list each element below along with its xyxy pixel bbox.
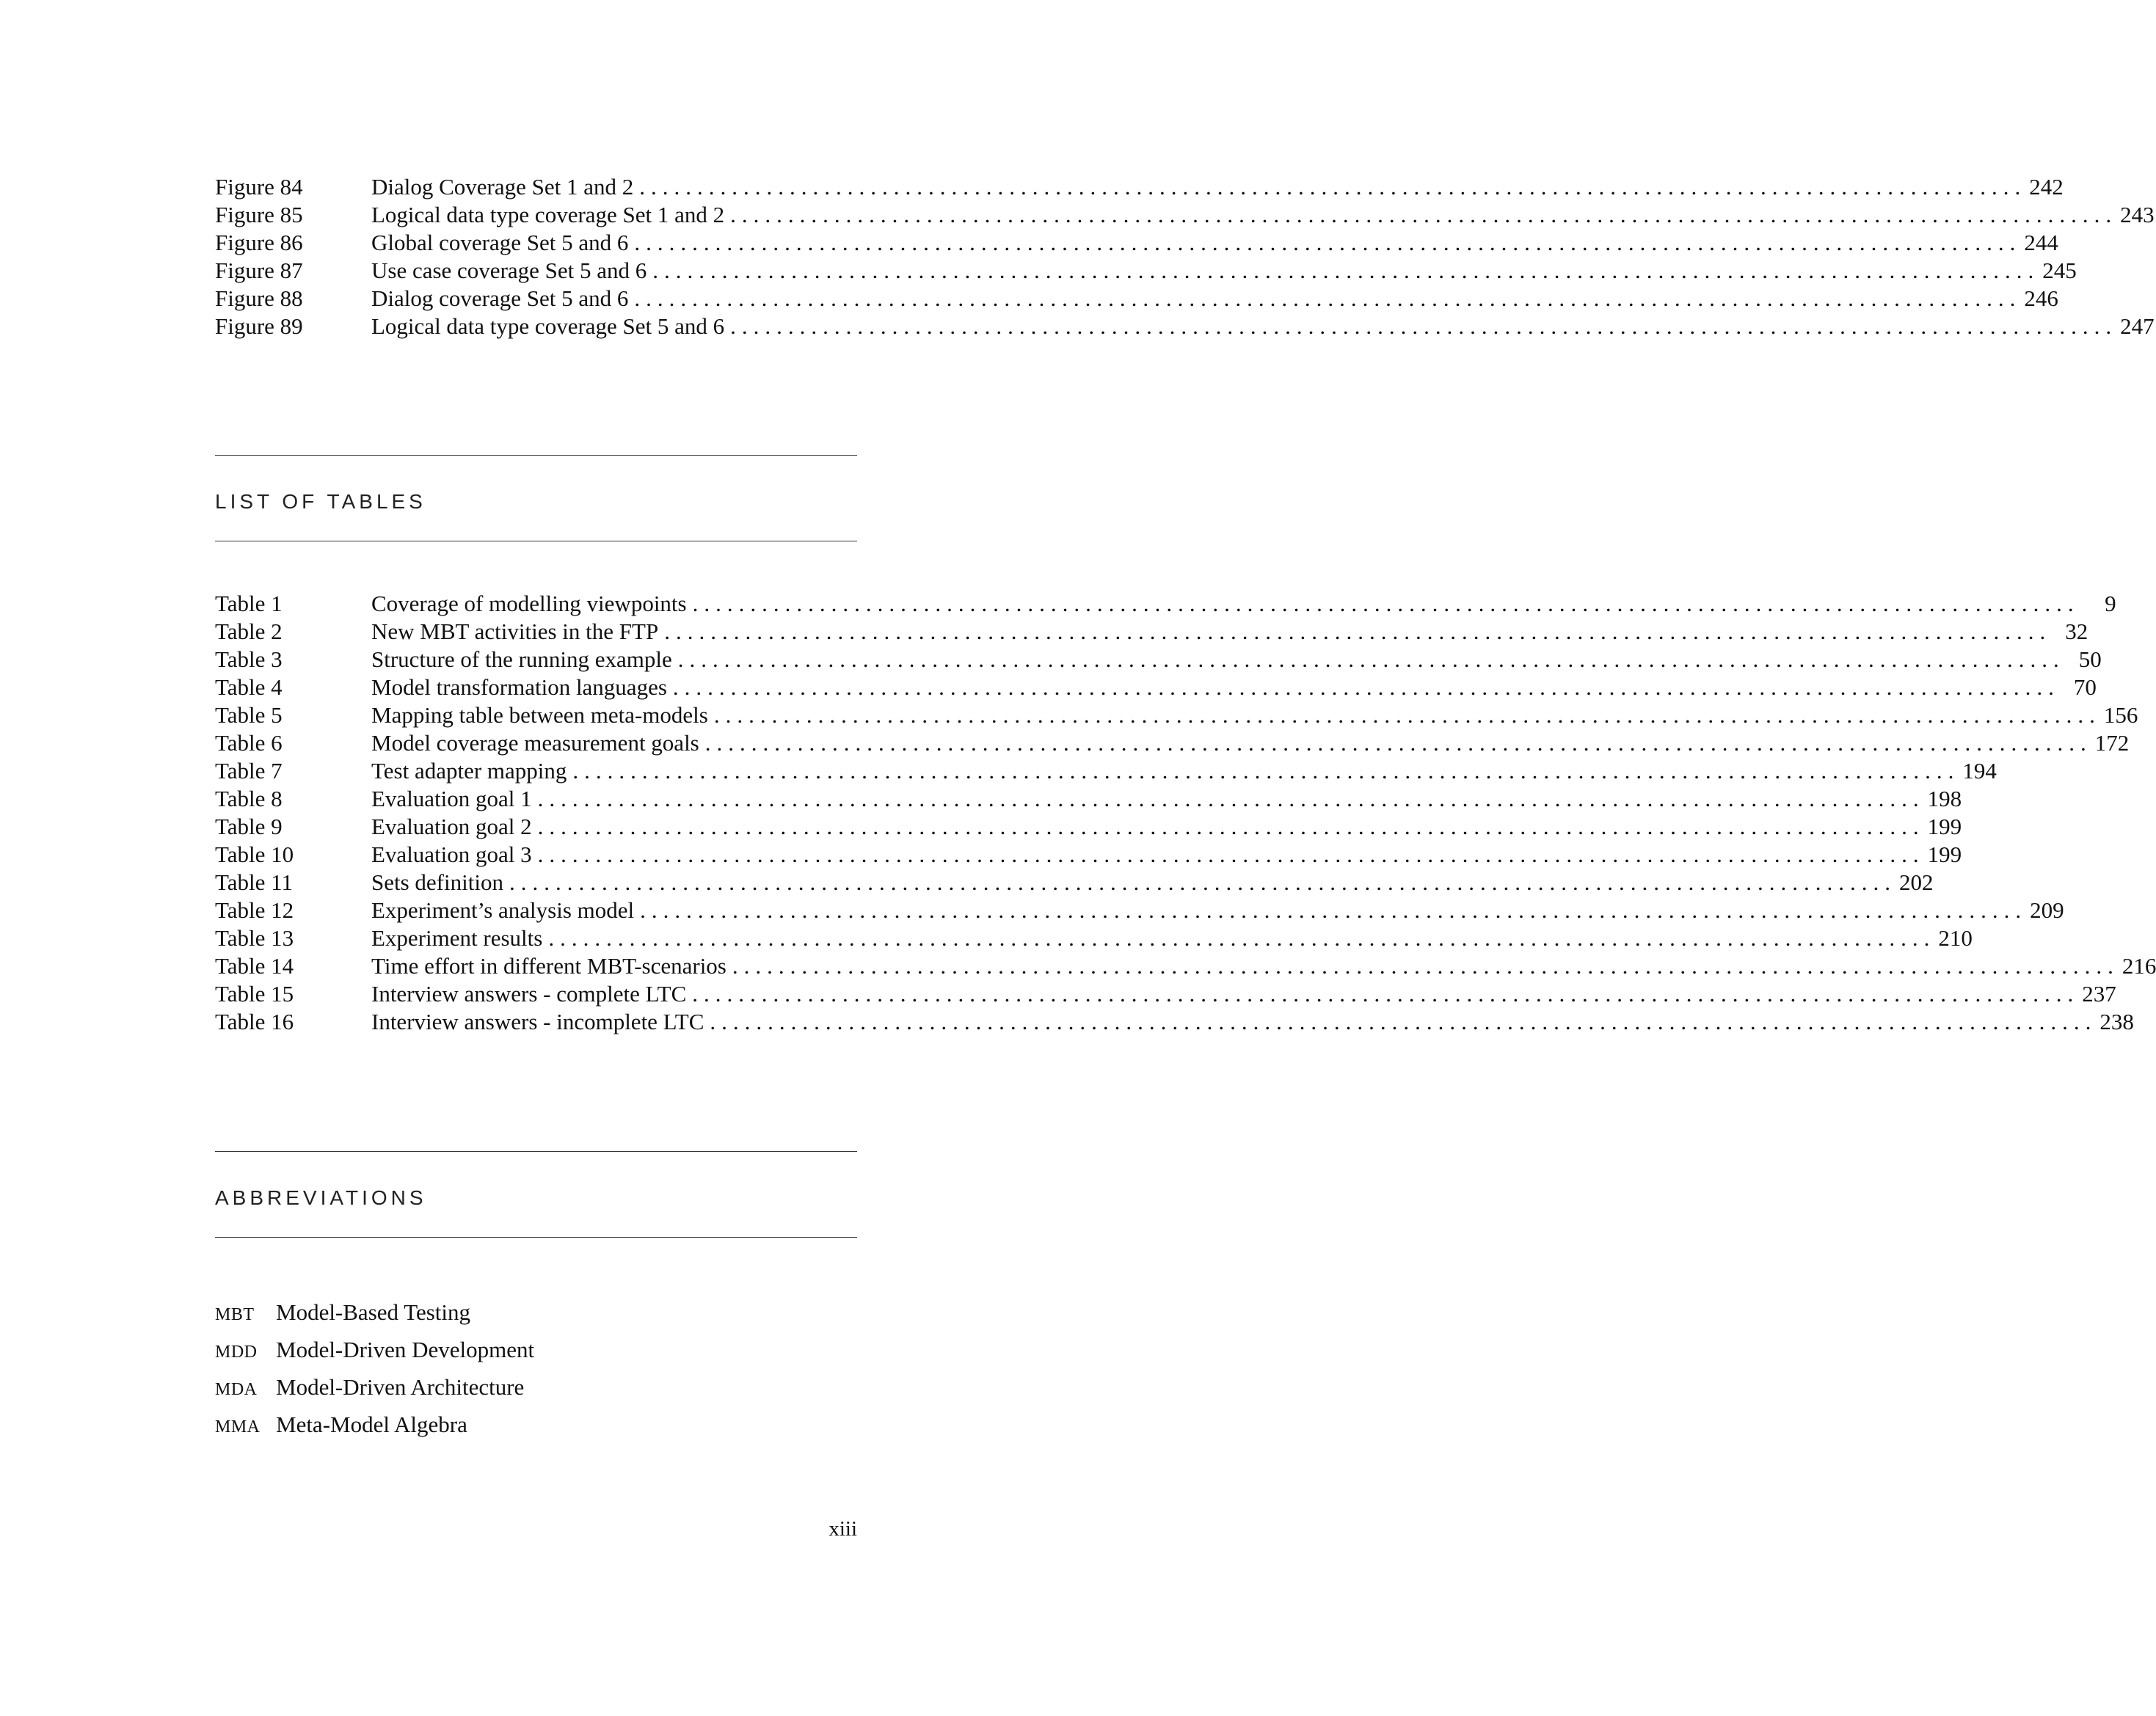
- figure-entry[interactable]: [215, 201, 2155, 229]
- abbreviation-code: MBT: [215, 1305, 255, 1324]
- table-entry[interactable]: [215, 590, 2116, 618]
- table-label: Table 15: [215, 981, 294, 1007]
- table-label: Table 5: [215, 702, 283, 728]
- figure-label: Figure 85: [215, 202, 303, 227]
- figure-label: Figure 89: [215, 313, 303, 339]
- table-page: 210: [1938, 925, 1973, 951]
- table-title: Interview answers - complete LTC: [371, 981, 687, 1007]
- table-entry[interactable]: [215, 980, 2116, 1008]
- table-title: Sets definition: [371, 869, 503, 895]
- table-page: 32: [2065, 618, 2088, 644]
- abbreviation-entry[interactable]: [215, 1406, 857, 1443]
- figure-page: 243: [2120, 202, 2155, 227]
- figure-page: 245: [2042, 258, 2077, 283]
- section-rule-top: [215, 455, 857, 456]
- table-page: 9: [2105, 591, 2116, 616]
- figure-title: Dialog Coverage Set 1 and 2: [371, 174, 634, 200]
- dot-leader: ........................................................................................................................: [572, 758, 1960, 784]
- table-title: Evaluation goal 1: [371, 786, 532, 811]
- table-page: 209: [2030, 897, 2064, 923]
- table-entry[interactable]: [215, 897, 2064, 924]
- table-title: Evaluation goal 3: [371, 841, 532, 867]
- figure-page: 242: [2029, 174, 2064, 200]
- figure-title: Logical data type coverage Set 5 and 6: [371, 313, 725, 339]
- figure-entry[interactable]: [215, 257, 2077, 285]
- table-label: Table 7: [215, 758, 283, 784]
- dot-leader: ........................................................................................................................: [537, 814, 1925, 839]
- abbreviation-code: MDA: [215, 1380, 258, 1399]
- table-page: 238: [2099, 1009, 2134, 1034]
- table-label: Table 11: [215, 869, 294, 895]
- figure-title: Use case coverage Set 5 and 6: [371, 258, 647, 283]
- table-entry[interactable]: [215, 952, 2156, 980]
- table-title: Interview answers - incomplete LTC: [371, 1009, 704, 1034]
- table-page: 199: [1927, 841, 1962, 867]
- table-page: 237: [2082, 981, 2116, 1007]
- table-title: Evaluation goal 2: [371, 814, 532, 839]
- abbreviations-heading: ABBREVIATIONS: [215, 1186, 427, 1209]
- table-page: 202: [1898, 869, 1934, 895]
- dot-leader: ........................................................................................................................: [664, 618, 2052, 644]
- table-label: Table 16: [215, 1009, 294, 1034]
- figure-entry[interactable]: [215, 173, 2064, 201]
- list-of-tables-heading: LIST OF TABLES: [215, 490, 426, 513]
- table-entry[interactable]: [215, 841, 1962, 869]
- figure-entry[interactable]: [215, 229, 2058, 257]
- abbreviation-code: MDD: [215, 1343, 258, 1362]
- table-page: 156: [2103, 702, 2138, 728]
- dot-leader: ........................................................................................................................: [710, 1009, 2097, 1034]
- abbreviation-meaning: Meta-Model Algebra: [276, 1412, 467, 1437]
- table-entry[interactable]: [215, 701, 2138, 729]
- figure-label: Figure 87: [215, 258, 303, 283]
- table-page: 50: [2078, 646, 2102, 672]
- dot-leader: ........................................................................................................................: [677, 646, 2065, 672]
- figure-entry[interactable]: [215, 285, 2058, 313]
- section-rule-top: [215, 1151, 857, 1152]
- table-title: Time effort in different MBT-scenarios: [371, 953, 726, 979]
- table-page: 198: [1927, 786, 1962, 811]
- figure-label: Figure 86: [215, 230, 303, 255]
- table-label: Table 2: [215, 618, 283, 644]
- table-title: Test adapter mapping: [371, 758, 567, 784]
- table-entry[interactable]: [215, 813, 1962, 841]
- table-page: 199: [1927, 814, 1962, 839]
- table-label: Table 3: [215, 646, 283, 672]
- table-entry[interactable]: [215, 673, 2097, 701]
- dot-leader: ........................................................................................................................: [640, 897, 2028, 923]
- table-entry[interactable]: [215, 1008, 2134, 1036]
- dot-leader: ........................................................................................................................: [634, 285, 2022, 311]
- abbreviation-meaning: Model-Driven Development: [276, 1337, 535, 1362]
- figure-page: 247: [2120, 313, 2155, 339]
- table-page: 194: [1962, 758, 1997, 784]
- dot-leader: ........................................................................................................................: [639, 174, 2027, 200]
- dot-leader: ........................................................................................................................: [692, 981, 2080, 1007]
- table-label: Table 1: [215, 591, 283, 616]
- table-label: Table 12: [215, 897, 294, 923]
- abbreviation-code: MMA: [215, 1417, 261, 1436]
- dot-leader: ........................................................................................................................: [672, 674, 2060, 700]
- abbreviation-meaning: Model-Driven Architecture: [276, 1374, 525, 1400]
- table-title: Experiment’s analysis model: [371, 897, 635, 923]
- table-label: Table 14: [215, 953, 294, 979]
- figure-title: Dialog coverage Set 5 and 6: [371, 285, 629, 311]
- dot-leader: ........................................................................................................................: [713, 702, 2101, 728]
- list-of-tables: [215, 590, 2156, 1036]
- table-title: Model transformation languages: [371, 674, 667, 700]
- figure-label: Figure 88: [215, 285, 303, 311]
- table-entry[interactable]: [215, 646, 2102, 673]
- table-entry[interactable]: [215, 924, 1973, 952]
- page-number: xiii: [828, 1517, 857, 1541]
- figure-entry[interactable]: [215, 313, 2155, 340]
- table-page: 70: [2073, 674, 2097, 700]
- table-label: Table 6: [215, 730, 283, 756]
- table-title: Mapping table between meta-models: [371, 702, 708, 728]
- table-entry[interactable]: [215, 729, 2130, 757]
- table-entry[interactable]: [215, 618, 2088, 646]
- dot-leader: ........................................................................................................................: [692, 591, 2080, 616]
- figure-label: Figure 84: [215, 174, 303, 200]
- list-of-figures: [215, 173, 2155, 340]
- dot-leader: ........................................................................................................................: [634, 230, 2022, 255]
- section-rule-bottom: [215, 1237, 857, 1238]
- dot-leader: ........................................................................................................................: [732, 953, 2119, 979]
- figure-title: Logical data type coverage Set 1 and 2: [371, 202, 725, 227]
- dot-leader: ........................................................................................................................: [730, 313, 2118, 339]
- dot-leader: ........................................................................................................................: [548, 925, 1936, 951]
- table-label: Table 10: [215, 841, 294, 867]
- table-label: Table 4: [215, 674, 283, 700]
- abbreviation-meaning: Model-Based Testing: [276, 1299, 471, 1325]
- table-label: Table 8: [215, 786, 283, 811]
- table-entry[interactable]: [215, 785, 1962, 813]
- abbreviations-list: [215, 1293, 857, 1443]
- table-title: Structure of the running example: [371, 646, 672, 672]
- table-title: Coverage of modelling viewpoints: [371, 591, 687, 616]
- table-entry[interactable]: [215, 757, 1997, 785]
- table-title: New MBT activities in the FTP: [371, 618, 659, 644]
- dot-leader: ........................................................................................................................: [509, 869, 1896, 895]
- dot-leader: ........................................................................................................................: [537, 786, 1925, 811]
- dot-leader: ........................................................................................................................: [704, 730, 2092, 756]
- abbreviation-entry[interactable]: [215, 1293, 857, 1331]
- table-page: 216: [2122, 953, 2156, 979]
- dot-leader: ........................................................................................................................: [537, 841, 1925, 867]
- abbreviation-entry[interactable]: [215, 1331, 857, 1368]
- table-title: Experiment results: [371, 925, 543, 951]
- abbreviation-entry[interactable]: [215, 1368, 857, 1406]
- dot-leader: ........................................................................................................................: [652, 258, 2040, 283]
- dot-leader: ........................................................................................................................: [730, 202, 2118, 227]
- figure-title: Global coverage Set 5 and 6: [371, 230, 629, 255]
- table-entry[interactable]: [215, 869, 1934, 897]
- figure-page: 244: [2024, 230, 2058, 255]
- table-page: 172: [2094, 730, 2130, 756]
- table-label: Table 9: [215, 814, 283, 839]
- table-label: Table 13: [215, 925, 294, 951]
- figure-page: 246: [2024, 285, 2058, 311]
- table-title: Model coverage measurement goals: [371, 730, 699, 756]
